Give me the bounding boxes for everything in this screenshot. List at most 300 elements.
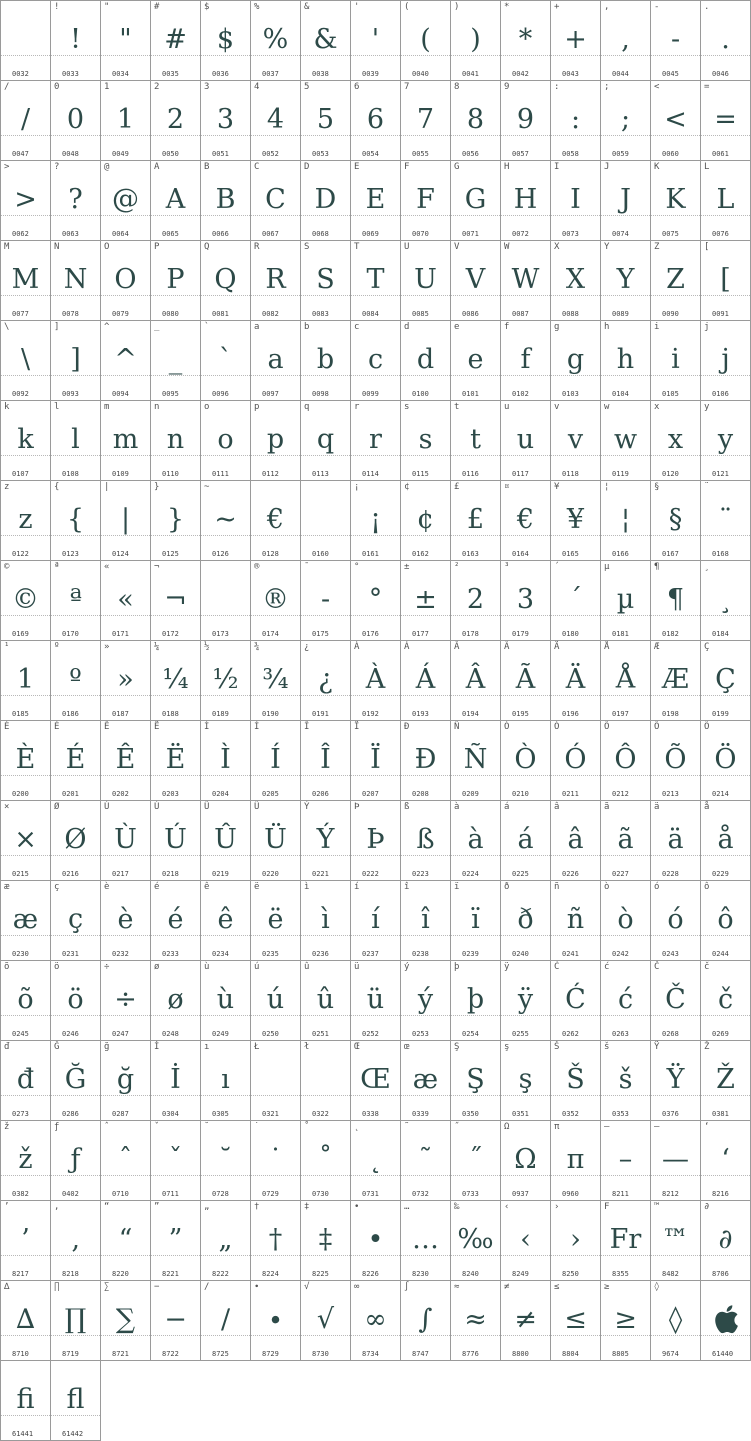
glyph-label: 9 — [504, 82, 510, 92]
baseline-guide — [1, 295, 50, 296]
glyph-cell — [51, 801, 101, 881]
glyph-cell — [151, 241, 201, 321]
glyph-cell — [101, 81, 151, 161]
glyph-sample: å — [717, 823, 734, 855]
glyph-cell — [151, 81, 201, 161]
glyph-cell — [651, 881, 701, 961]
baseline-guide — [201, 1175, 250, 1176]
glyph-label: b — [304, 322, 310, 332]
glyph-code: 0322 — [312, 1110, 329, 1118]
glyph-label: s — [404, 402, 410, 412]
glyph-sample: ˆ — [118, 1143, 133, 1175]
baseline-guide — [501, 375, 550, 376]
glyph-label: – — [604, 1122, 610, 1132]
glyph-code: 0238 — [412, 950, 429, 958]
glyph-code: 0937 — [512, 1190, 529, 1198]
glyph-sample: ı — [221, 1063, 230, 1095]
glyph-sample: C — [265, 183, 286, 215]
glyph-sample: ï — [471, 903, 480, 935]
baseline-guide — [451, 215, 500, 216]
baseline-guide — [701, 55, 750, 56]
baseline-guide — [1, 935, 50, 936]
glyph-sample: É — [65, 743, 86, 775]
glyph-label: ) — [454, 2, 460, 12]
glyph-label: p — [254, 402, 260, 412]
glyph-cell — [601, 81, 651, 161]
glyph-code: 0063 — [62, 230, 79, 238]
glyph-code: 0247 — [112, 1030, 129, 1038]
glyph-cell — [201, 1041, 251, 1121]
glyph-code: 61441 — [12, 1430, 34, 1438]
glyph-label: E — [354, 162, 360, 172]
glyph-label: L — [704, 162, 710, 172]
baseline-guide — [101, 535, 150, 536]
glyph-cell — [401, 1201, 451, 1281]
glyph-code: 0206 — [312, 790, 329, 798]
glyph-sample: þ — [466, 983, 485, 1015]
glyph-sample: ¶ — [666, 583, 685, 615]
baseline-guide — [301, 615, 350, 616]
glyph-cell — [301, 321, 351, 401]
baseline-guide — [251, 775, 300, 776]
glyph-cell — [501, 1121, 551, 1201]
glyph-sample: ö — [67, 983, 84, 1015]
baseline-guide — [101, 1015, 150, 1016]
glyph-code: 0255 — [512, 1030, 529, 1038]
baseline-guide — [251, 695, 300, 696]
glyph-sample: 8 — [466, 103, 485, 135]
baseline-guide — [451, 615, 500, 616]
glyph-label: l — [54, 402, 60, 412]
glyph-code: 0182 — [662, 630, 679, 638]
glyph-sample: W — [511, 263, 540, 295]
glyph-code: 0106 — [712, 390, 729, 398]
glyph-label: Ÿ — [654, 1042, 660, 1052]
glyph-cell — [201, 1121, 251, 1201]
glyph-label: Q — [204, 242, 210, 252]
baseline-guide — [251, 535, 300, 536]
glyph-label: þ — [454, 962, 460, 972]
glyph-cell — [1, 1, 51, 81]
baseline-guide — [251, 1255, 300, 1256]
glyph-cell — [701, 401, 751, 481]
glyph-label: ¨ — [704, 482, 710, 492]
baseline-guide — [301, 695, 350, 696]
baseline-guide — [51, 1415, 100, 1416]
glyph-cell — [201, 241, 251, 321]
baseline-guide — [201, 1255, 250, 1256]
glyph-sample: ∕ — [220, 1303, 231, 1335]
baseline-guide — [651, 375, 700, 376]
glyph-code: 0212 — [612, 790, 629, 798]
baseline-guide — [351, 215, 400, 216]
glyph-sample: ) — [470, 23, 481, 55]
baseline-guide — [701, 695, 750, 696]
glyph-label: h — [604, 322, 610, 332]
glyph-sample: F — [416, 183, 435, 215]
glyph-cell — [501, 881, 551, 961]
glyph-cell — [51, 1281, 101, 1361]
glyph-cell — [301, 961, 351, 1041]
glyph-cell — [651, 401, 701, 481]
glyph-cell — [201, 641, 251, 721]
glyph-cell — [51, 961, 101, 1041]
glyph-code: 0190 — [262, 710, 279, 718]
glyph-sample: ò — [617, 903, 634, 935]
baseline-guide — [51, 135, 100, 136]
glyph-cell — [401, 401, 451, 481]
glyph-cell — [301, 1041, 351, 1121]
glyph-code: 0105 — [662, 390, 679, 398]
glyph-code: 0166 — [612, 550, 629, 558]
glyph-sample: ÷ — [114, 983, 137, 1015]
glyph-cell — [501, 321, 551, 401]
glyph-sample: • — [367, 1223, 384, 1255]
glyph-cell — [201, 161, 251, 241]
baseline-guide — [601, 1015, 650, 1016]
glyph-cell — [651, 961, 701, 1041]
glyph-label: ◊ — [654, 1282, 660, 1292]
glyph-label: a — [254, 322, 260, 332]
glyph-label: 1 — [104, 82, 110, 92]
glyph-label: Ê — [104, 722, 110, 732]
glyph-cell — [51, 881, 101, 961]
glyph-code: 0045 — [662, 70, 679, 78]
glyph-label: ş — [504, 1042, 510, 1052]
glyph-cell — [251, 1, 301, 81]
baseline-guide — [501, 135, 550, 136]
glyph-label: > — [4, 162, 10, 172]
glyph-sample: I — [570, 183, 581, 215]
glyph-cell — [1, 481, 51, 561]
glyph-cell — [151, 961, 201, 1041]
baseline-guide — [401, 1015, 450, 1016]
glyph-sample: » — [117, 663, 134, 695]
glyph-sample: 0 — [66, 103, 85, 135]
glyph-label: ƒ — [54, 1122, 60, 1132]
glyph-cell — [451, 801, 501, 881]
baseline-guide — [251, 1095, 300, 1096]
glyph-cell — [401, 321, 451, 401]
baseline-guide — [151, 215, 200, 216]
glyph-sample: / — [20, 103, 31, 135]
glyph-label: { — [54, 482, 60, 492]
glyph-label: = — [704, 82, 710, 92]
glyph-code: 0119 — [612, 470, 629, 478]
glyph-sample: Ï — [370, 743, 381, 775]
glyph-sample: ‹ — [520, 1223, 531, 1255]
glyph-code: 0110 — [162, 470, 179, 478]
baseline-guide — [401, 615, 450, 616]
glyph-code: 0167 — [662, 550, 679, 558]
glyph-cell — [251, 81, 301, 161]
glyph-code: 8747 — [412, 1350, 429, 1358]
glyph-sample: İ — [170, 1063, 181, 1095]
glyph-sample: @ — [112, 183, 139, 215]
baseline-guide — [201, 615, 250, 616]
glyph-code: 0048 — [62, 150, 79, 158]
glyph-code: 0056 — [462, 150, 479, 158]
glyph-cell — [301, 881, 351, 961]
glyph-label: N — [54, 242, 60, 252]
glyph-sample: ° — [368, 583, 383, 615]
baseline-guide — [601, 55, 650, 56]
glyph-cell — [151, 881, 201, 961]
glyph-code: 0055 — [412, 150, 429, 158]
glyph-cell — [101, 1041, 151, 1121]
glyph-label: ž — [4, 1122, 10, 1132]
glyph-sample: _ — [168, 343, 183, 375]
baseline-guide — [201, 695, 250, 696]
baseline-guide — [601, 1255, 650, 1256]
glyph-label: n — [154, 402, 160, 412]
glyph-sample: ¿ — [318, 663, 333, 695]
glyph-code: 0200 — [12, 790, 29, 798]
baseline-guide — [1, 455, 50, 456]
glyph-sample: š — [618, 1063, 633, 1095]
glyph-cell — [401, 801, 451, 881]
glyph-label: D — [304, 162, 310, 172]
glyph-label: ¢ — [404, 482, 410, 492]
glyph-code: 0096 — [212, 390, 229, 398]
glyph-label: õ — [4, 962, 10, 972]
glyph-cell — [1, 81, 51, 161]
baseline-guide — [1, 1255, 50, 1256]
glyph-cell — [451, 1201, 501, 1281]
glyph-cell — [701, 881, 751, 961]
glyph-code: 0231 — [62, 950, 79, 958]
glyph-label: Õ — [654, 722, 660, 732]
glyph-label: c — [354, 322, 360, 332]
baseline-guide — [701, 615, 750, 616]
glyph-code: 8216 — [712, 1190, 729, 1198]
glyph-label: ä — [654, 802, 660, 812]
baseline-guide — [101, 615, 150, 616]
baseline-guide — [401, 695, 450, 696]
glyph-label: ı — [204, 1042, 210, 1052]
glyph-sample: d — [416, 343, 435, 375]
baseline-guide — [401, 455, 450, 456]
baseline-guide — [151, 135, 200, 136]
glyph-code: 0095 — [162, 390, 179, 398]
glyph-label: î — [404, 882, 410, 892]
glyph-sample: u — [516, 423, 535, 455]
glyph-label: ø — [154, 962, 160, 972]
glyph-cell — [601, 321, 651, 401]
glyph-label: é — [154, 882, 160, 892]
glyph-code: 0034 — [112, 70, 129, 78]
glyph-sample: q — [316, 423, 335, 455]
baseline-guide — [451, 1335, 500, 1336]
glyph-label: < — [654, 82, 660, 92]
glyph-sample: ñ — [566, 903, 585, 935]
glyph-code: 0163 — [462, 550, 479, 558]
glyph-code: 8710 — [12, 1350, 29, 1358]
baseline-guide — [351, 855, 400, 856]
baseline-guide — [451, 935, 500, 936]
glyph-label: e — [454, 322, 460, 332]
glyph-label: µ — [604, 562, 610, 572]
glyph-label: â — [554, 802, 560, 812]
glyph-sample: − — [164, 1303, 187, 1335]
glyph-cell — [401, 81, 451, 161]
glyph-cell — [701, 481, 751, 561]
baseline-guide — [201, 1015, 250, 1016]
glyph-label: y — [704, 402, 710, 412]
glyph-code: 0103 — [562, 390, 579, 398]
glyph-label: Ł — [254, 1042, 260, 1052]
baseline-guide — [1, 1095, 50, 1096]
glyph-label: ñ — [554, 882, 560, 892]
glyph-cell — [301, 1121, 351, 1201]
glyph-cell — [301, 801, 351, 881]
glyph-cell — [151, 1, 201, 81]
glyph-sample: ( — [420, 23, 431, 55]
glyph-sample: £ — [466, 503, 485, 535]
glyph-sample: Q — [214, 263, 237, 295]
glyph-sample: < — [664, 103, 687, 135]
glyph-cell — [301, 81, 351, 161]
glyph-label: _ — [154, 322, 160, 332]
glyph-cell — [101, 321, 151, 401]
glyph-cell — [701, 241, 751, 321]
baseline-guide — [201, 295, 250, 296]
glyph-cell — [351, 961, 401, 1041]
glyph-code: 8221 — [162, 1270, 179, 1278]
baseline-guide — [251, 375, 300, 376]
baseline-guide — [501, 935, 550, 936]
glyph-cell — [651, 561, 701, 641]
glyph-label: ! — [54, 2, 60, 12]
baseline-guide — [701, 775, 750, 776]
glyph-label: ® — [254, 562, 260, 572]
glyph-code: 0201 — [62, 790, 79, 798]
glyph-label: ˆ — [104, 1122, 110, 1132]
glyph-code: 0036 — [212, 70, 229, 78]
glyph-code: 0087 — [512, 310, 529, 318]
glyph-code: 0102 — [512, 390, 529, 398]
glyph-code: 0075 — [662, 230, 679, 238]
glyph-sample: ˚ — [318, 1143, 333, 1175]
glyph-sample: 4 — [266, 103, 285, 135]
baseline-guide — [701, 535, 750, 536]
baseline-guide — [151, 695, 200, 696]
baseline-guide — [201, 1095, 250, 1096]
glyph-code: 0207 — [362, 790, 379, 798]
baseline-guide — [501, 295, 550, 296]
baseline-guide — [301, 1255, 350, 1256]
glyph-cell — [701, 801, 751, 881]
glyph-sample: Æ — [661, 663, 690, 695]
glyph-label: ≠ — [504, 1282, 510, 1292]
glyph-code: 0304 — [162, 1110, 179, 1118]
glyph-code: 8734 — [362, 1350, 379, 1358]
glyph-code: 8226 — [362, 1270, 379, 1278]
glyph-label: ∂ — [704, 1202, 710, 1212]
glyph-cell — [201, 961, 251, 1041]
baseline-guide — [401, 1335, 450, 1336]
glyph-label: í — [354, 882, 360, 892]
glyph-code: 0205 — [262, 790, 279, 798]
glyph-cell — [551, 161, 601, 241]
glyph-code: 0269 — [712, 1030, 729, 1038]
baseline-guide — [301, 1095, 350, 1096]
glyph-cell — [451, 641, 501, 721]
glyph-sample: § — [668, 503, 683, 535]
glyph-sample: y — [717, 423, 734, 455]
glyph-label: Î — [304, 722, 310, 732]
glyph-label: − — [154, 1282, 160, 1292]
glyph-code: 0077 — [12, 310, 29, 318]
glyph-label: á — [504, 802, 510, 812]
glyph-sample: µ — [616, 583, 635, 615]
glyph-label: F — [404, 162, 410, 172]
glyph-cell — [551, 401, 601, 481]
glyph-code: 0099 — [362, 390, 379, 398]
glyph-sample: fi — [16, 1383, 35, 1415]
baseline-guide — [101, 775, 150, 776]
glyph-label: g — [554, 322, 560, 332]
glyph-code: 0115 — [412, 470, 429, 478]
glyph-label: ” — [154, 1202, 160, 1212]
glyph-sample: ∞ — [364, 1303, 387, 1335]
glyph-code: 0209 — [462, 790, 479, 798]
glyph-code: 0245 — [12, 1030, 29, 1038]
glyph-cell — [551, 881, 601, 961]
glyph-label: ó — [654, 882, 660, 892]
glyph-sample: ć — [617, 983, 634, 1015]
glyph-cell — [1, 1121, 51, 1201]
glyph-cell — [451, 881, 501, 961]
glyph-sample: . — [721, 23, 730, 55]
glyph-code: 0052 — [262, 150, 279, 158]
glyph-label: Í — [254, 722, 260, 732]
glyph-label: ³ — [504, 562, 510, 572]
baseline-guide — [651, 1095, 700, 1096]
glyph-code: 0243 — [662, 950, 679, 958]
baseline-guide — [301, 55, 350, 56]
glyph-cell — [701, 721, 751, 801]
glyph-code: 8250 — [562, 1270, 579, 1278]
glyph-label: ÿ — [504, 962, 510, 972]
glyph-label: ¤ — [504, 482, 510, 492]
glyph-sample: > — [14, 183, 37, 215]
glyph-label: ‹ — [504, 1202, 510, 1212]
glyph-label: V — [454, 242, 460, 252]
glyph-cell — [401, 1, 451, 81]
glyph-sample: « — [117, 583, 134, 615]
baseline-guide — [101, 1175, 150, 1176]
glyph-sample: , — [621, 23, 630, 55]
glyph-sample: v — [567, 423, 584, 455]
glyph-code: 0230 — [12, 950, 29, 958]
glyph-code: 0094 — [112, 390, 129, 398]
glyph-code: 0051 — [212, 150, 229, 158]
glyph-code: 0321 — [262, 1110, 279, 1118]
glyph-sample: ´ — [568, 583, 583, 615]
glyph-code: 0254 — [462, 1030, 479, 1038]
baseline-guide — [701, 855, 750, 856]
glyph-cell — [551, 1281, 601, 1361]
glyph-cell — [1, 321, 51, 401]
glyph-code: 0162 — [412, 550, 429, 558]
glyph-sample: ± — [414, 583, 437, 615]
glyph-cell — [151, 721, 201, 801]
baseline-guide — [501, 1015, 550, 1016]
glyph-label: ¯ — [304, 562, 310, 572]
glyph-code: 0174 — [262, 630, 279, 638]
glyph-code: 0202 — [112, 790, 129, 798]
